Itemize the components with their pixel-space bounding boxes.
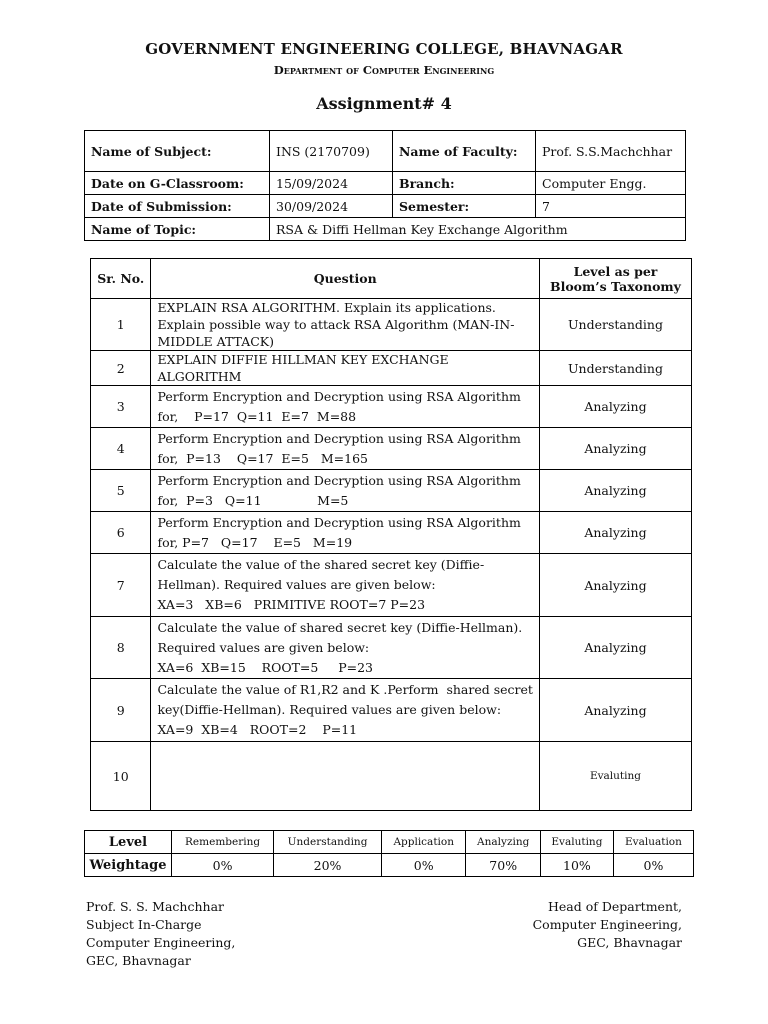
- table-row: [91, 386, 692, 428]
- question-text: [151, 617, 539, 679]
- question-line: Perform Encryption and Decryption using RSA Algorithm: [157, 514, 521, 530]
- topic-label: Name of Topic:: [85, 218, 270, 241]
- table-row: [91, 470, 692, 512]
- level-cell: Analyzing: [466, 831, 540, 854]
- question-line: for, P=17 Q=11 E=7 M=88: [157, 408, 357, 424]
- question-line: for, P=3 Q=11 M=5: [157, 492, 349, 508]
- weight-cell: 0%: [381, 854, 466, 877]
- sr-number: 1: [91, 299, 151, 351]
- level-cell: Evaluation: [613, 831, 693, 854]
- level-cell: Remembering: [172, 831, 274, 854]
- subject-in-charge-signature: [86, 898, 235, 970]
- sr-number: 3: [91, 386, 151, 428]
- question-line: Calculate the value of the shared secret key (Diffie-: [157, 557, 485, 572]
- question-level: Analyzing: [539, 470, 691, 512]
- topic-value: RSA & Diffi Hellman Key Exchange Algorithm: [270, 218, 686, 241]
- sr-number: 7: [91, 554, 151, 617]
- table-row: [91, 554, 692, 617]
- table-row: [91, 299, 692, 351]
- questions-table: [90, 258, 692, 811]
- faculty-value: Prof. S.S.Machchhar: [536, 131, 686, 172]
- question-text: [151, 679, 539, 742]
- question-line: for, P=7 Q=17 E=5 M=19: [157, 534, 353, 550]
- question-line: XA=9 XB=4 ROOT=2 P=11: [157, 722, 358, 737]
- question-text: [151, 351, 539, 386]
- signature-line: GEC, Bhavnagar: [577, 935, 682, 950]
- question-line: Hellman). Required values are given below:: [157, 577, 436, 592]
- level-cell: Evaluting: [540, 831, 613, 854]
- semester-label: Semester:: [393, 195, 536, 218]
- question-level: Evaluting: [539, 742, 691, 811]
- question-text: [151, 386, 539, 428]
- level-header: [539, 259, 691, 299]
- weight-cell: 0%: [172, 854, 274, 877]
- question-line: Perform Encryption and Decryption using RSA Algorithm: [157, 430, 521, 446]
- weight-cell: 10%: [540, 854, 613, 877]
- level-cell: Application: [381, 831, 466, 854]
- table-row: [91, 679, 692, 742]
- sr-number: 4: [91, 428, 151, 470]
- question-header: Question: [151, 259, 539, 299]
- question-line: Calculate the value of shared secret key (Diffie-Hellman).: [157, 619, 523, 635]
- question-line: key(Diffie-Hellman). Required values are given below:: [157, 702, 502, 717]
- semester-value: 7: [536, 195, 686, 218]
- signature-line: Subject In-Charge: [86, 917, 202, 932]
- question-text: [151, 554, 539, 617]
- question-line: EXPLAIN RSA ALGORITHM. Explain its applications.: [157, 300, 496, 315]
- subject-value: INS (2170709): [270, 131, 393, 172]
- table-row: [91, 512, 692, 554]
- table-row: [91, 742, 692, 811]
- question-line: Required values are given below:: [157, 639, 370, 655]
- info-table: [84, 130, 686, 241]
- question-line: Calculate the value of R1,R2 and K .Perform shared secret: [157, 682, 533, 697]
- question-level: Analyzing: [539, 679, 691, 742]
- question-level: Analyzing: [539, 428, 691, 470]
- question-line: for, P=13 Q=17 E=5 M=165: [157, 450, 369, 466]
- submission-label: Date of Submission:: [85, 195, 270, 218]
- submission-value: 30/09/2024: [270, 195, 393, 218]
- weightage-table: [84, 830, 694, 877]
- faculty-label: Name of Faculty:: [393, 131, 536, 172]
- signature-line: Computer Engineering,: [86, 935, 236, 950]
- table-row: [91, 617, 692, 679]
- question-line: Perform Encryption and Decryption using RSA Algorithm: [157, 472, 521, 488]
- sr-number: 6: [91, 512, 151, 554]
- branch-label: Branch:: [393, 172, 536, 195]
- question-level: Analyzing: [539, 617, 691, 679]
- question-line: XA=6 XB=15 ROOT=5 P=23: [157, 659, 374, 675]
- question-line: MIDDLE ATTACK): [157, 334, 275, 349]
- level-header-line2: Bloom’s Taxonomy: [550, 278, 681, 294]
- question-text: [151, 470, 539, 512]
- question-text: [151, 742, 539, 811]
- table-row: [91, 428, 692, 470]
- question-level: Analyzing: [539, 554, 691, 617]
- question-level: Understanding: [539, 351, 691, 386]
- question-text: [151, 299, 539, 351]
- sr-number: 5: [91, 470, 151, 512]
- level-cell: Understanding: [274, 831, 382, 854]
- level-label: Level: [85, 831, 172, 854]
- question-text: [151, 512, 539, 554]
- question-text: [151, 428, 539, 470]
- college-name: GOVERNMENT ENGINEERING COLLEGE, BHAVNAGAR: [145, 40, 623, 58]
- signature-line: Head of Department,: [547, 899, 682, 914]
- signature-line: GEC, Bhavnagar: [86, 953, 191, 968]
- question-level: Analyzing: [539, 386, 691, 428]
- sr-header: Sr. No.: [91, 259, 151, 299]
- weightage-label: Weightage: [85, 854, 172, 877]
- department-name: Department of Computer Engineering: [273, 63, 495, 77]
- sr-number: 9: [91, 679, 151, 742]
- date-value: 15/09/2024: [270, 172, 393, 195]
- assignment-title: Assignment# 4: [316, 94, 452, 113]
- table-row: [91, 351, 692, 386]
- weight-cell: 70%: [466, 854, 540, 877]
- branch-value: Computer Engg.: [536, 172, 686, 195]
- sr-number: 8: [91, 617, 151, 679]
- question-level: Understanding: [539, 299, 691, 351]
- signature-line: Prof. S. S. Machchhar: [86, 899, 225, 914]
- level-header-line1: Level as per: [573, 263, 658, 279]
- question-line: Perform Encryption and Decryption using RSA Algorithm: [157, 388, 521, 404]
- sr-number: 2: [91, 351, 151, 386]
- weight-cell: 0%: [613, 854, 693, 877]
- date-label: Date on G-Classroom:: [85, 172, 270, 195]
- question-line: EXPLAIN DIFFIE HILLMAN KEY EXCHANGE ALGORITHM: [157, 352, 449, 384]
- question-level: Analyzing: [539, 512, 691, 554]
- subject-label: Name of Subject:: [85, 131, 270, 172]
- weight-cell: 20%: [274, 854, 382, 877]
- hod-signature: [533, 898, 682, 952]
- sr-number: 10: [91, 742, 151, 811]
- question-line: XA=3 XB=6 PRIMITIVE ROOT=7 P=23: [157, 597, 426, 612]
- signature-line: Computer Engineering,: [532, 917, 682, 932]
- question-line: Explain possible way to attack RSA Algorithm (MAN-IN-: [157, 317, 515, 332]
